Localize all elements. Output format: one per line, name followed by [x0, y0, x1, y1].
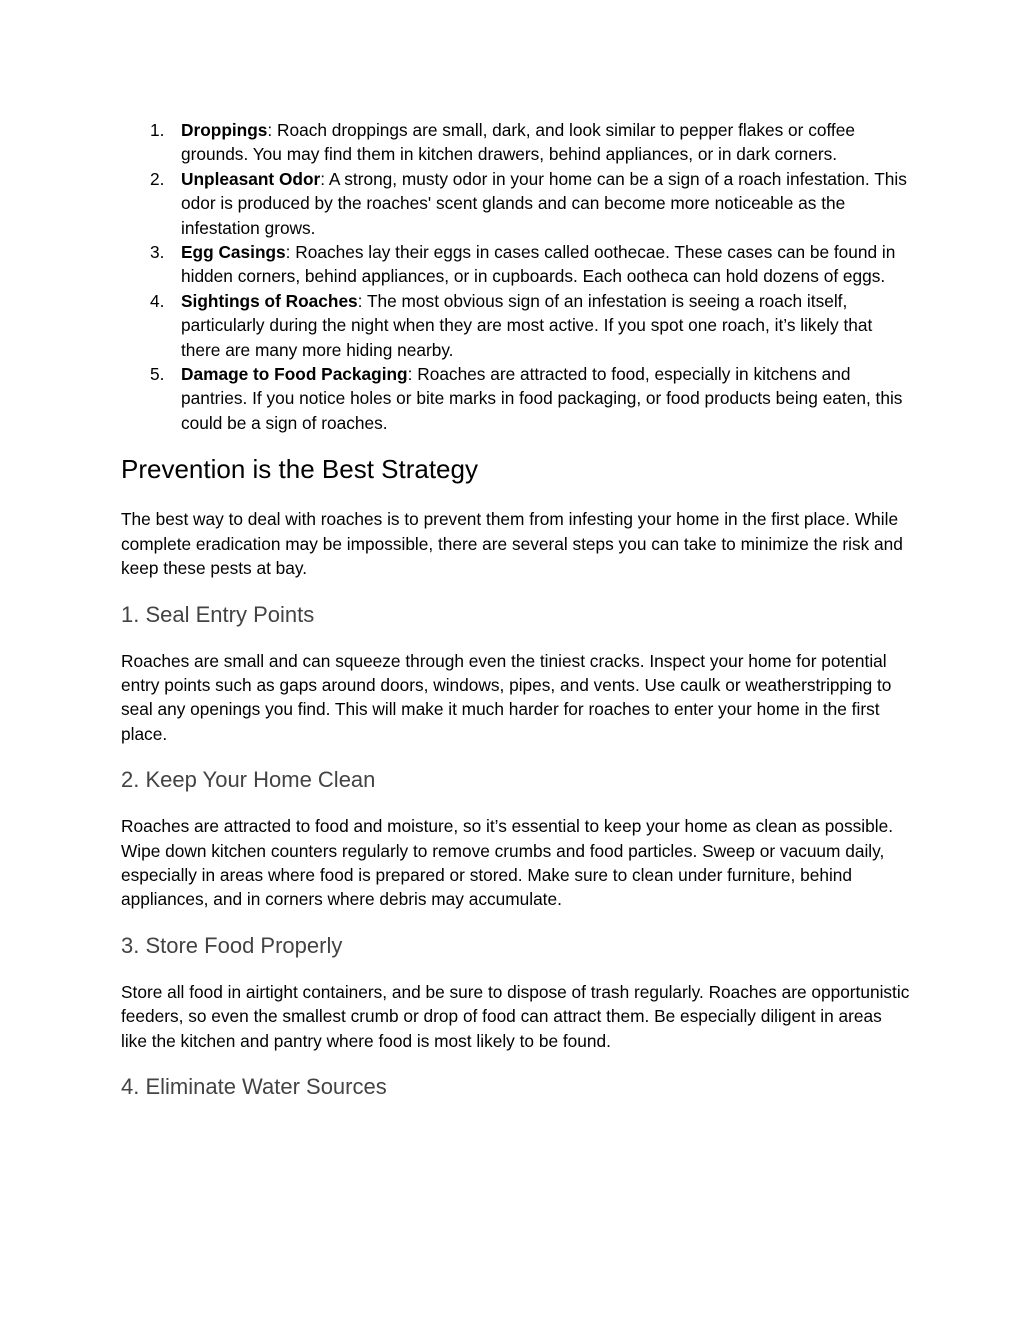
list-item-term: Unpleasant Odor [181, 168, 321, 189]
list-item-number: 1. [150, 120, 165, 140]
list-item-term: Egg Casings [181, 242, 286, 263]
list-item-term: Sightings of Roaches [181, 290, 358, 311]
list-item-number: 3. [150, 242, 165, 263]
section-heading-eliminate-water-sources: 4. Eliminate Water Sources [121, 1073, 387, 1099]
section-body-keep-home-clean: Roaches are attracted to food and moisture, so it’s essential to keep your home as clean as possible. Wipe down kitchen counters regularly to remove crumbs and food particles. Sweep or vacuum daily, especially in areas where food is prepared or stored. Make sure to clean under furniture, behind appliances, and in corners where debris may accumulate. [121, 816, 894, 910]
section-heading-keep-home-clean: 2. Keep Your Home Clean [121, 767, 376, 793]
roach-signs-list [121, 118, 911, 435]
list-item [121, 240, 911, 289]
list-item-text: : Roaches are attracted to food, especially in kitchens and pantries. If you notice holes or bite marks in food packaging, or food products being eaten, this could be a sign of roaches. [181, 364, 903, 433]
list-item-term: Droppings [181, 120, 268, 140]
list-item-text: : A strong, musty odor in your home can be a sign of a roach infestation. This odor is produced by the roaches' scent glands and can become more noticeable as the infestation grows. [181, 168, 907, 238]
prevention-heading: Prevention is the Best Strategy [121, 454, 478, 485]
list-item-number: 5. [150, 364, 165, 385]
list-item-text: : Roach droppings are small, dark, and look similar to pepper flakes or coffee grounds. You may find them in kitchen drawers, behind appliances, or in dark corners. [181, 120, 855, 165]
list-item-text: : The most obvious sign of an infestation is seeing a roach itself, particularly during the night when they are most active. If you spot one roach, it’s likely that there are many more hiding nearby. [181, 290, 873, 360]
list-item [121, 118, 911, 167]
list-item-text: : Roaches lay their eggs in cases called oothecae. These cases can be found in hidden corners, behind appliances, or in cupboards. Each ootheca can hold dozens of eggs. [181, 242, 896, 287]
list-item [121, 167, 911, 240]
section-body-seal-entry-points: Roaches are small and can squeeze through even the tiniest cracks. Inspect your home for potential entry points such as gaps around doors, windows, pipes, and vents. Use caulk or weatherstripping to seal any openings you find. This will make it much harder for roaches to enter your home in the first place. [121, 650, 892, 744]
section-heading-store-food-properly: 3. Store Food Properly [121, 932, 343, 958]
list-item-number: 2. [150, 168, 165, 189]
list-item-term: Damage to Food Packaging [181, 364, 408, 385]
list-item [121, 362, 911, 435]
list-item-number: 4. [150, 290, 165, 311]
section-body-store-food-properly: Store all food in airtight containers, and be sure to dispose of trash regularly. Roaches are opportunistic feeders, so even the smallest crumb or drop of food can attract them. Be especially diligent in areas like the kitchen and pantry where food is most likely to be found. [121, 981, 910, 1051]
document-content [121, 118, 911, 1101]
section-heading-seal-entry-points: 1. Seal Entry Points [121, 601, 315, 627]
prevention-intro: The best way to deal with roaches is to prevent them from infesting your home in the first place. While complete eradication may be impossible, there are several steps you can take to minimize the risk and keep these pests at bay. [121, 509, 903, 579]
list-item [121, 289, 911, 362]
